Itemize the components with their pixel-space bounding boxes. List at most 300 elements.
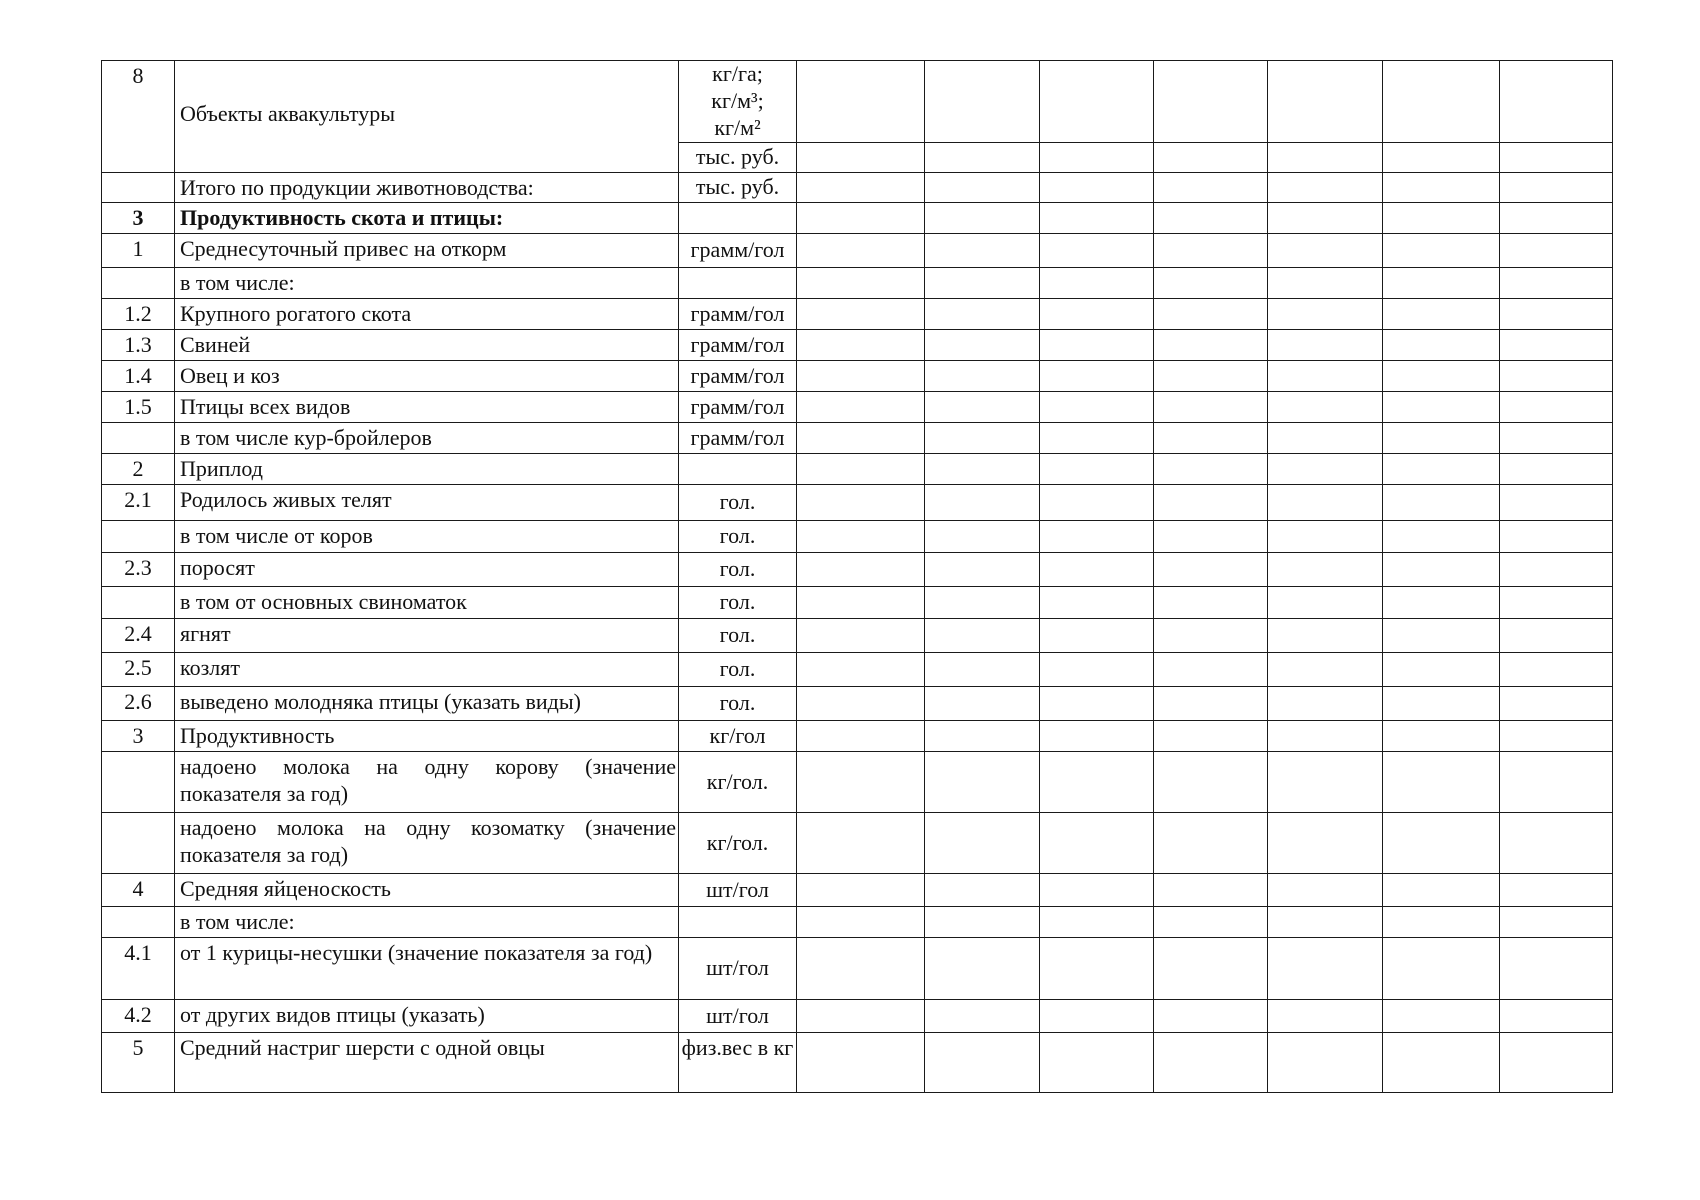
table-row <box>102 299 1613 330</box>
value-cell[interactable] <box>1154 752 1268 813</box>
value-cell[interactable] <box>1383 361 1500 392</box>
row-unit-text: шт/гол <box>706 1002 769 1028</box>
value-cell[interactable] <box>797 907 925 938</box>
value-cell[interactable] <box>1040 454 1154 485</box>
row-number-text: 1.3 <box>124 332 152 357</box>
value-cell[interactable] <box>1383 203 1500 234</box>
value-cell[interactable] <box>1500 143 1613 173</box>
value-cell[interactable] <box>1383 234 1500 268</box>
value-cell[interactable] <box>1383 752 1500 813</box>
value-cell[interactable] <box>1500 521 1613 553</box>
value-cell[interactable] <box>925 907 1040 938</box>
row-unit <box>679 874 797 907</box>
value-cell[interactable] <box>1500 653 1613 687</box>
row-name-text: поросят <box>180 555 255 580</box>
value-cell[interactable] <box>1500 392 1613 423</box>
value-cell[interactable] <box>925 587 1040 619</box>
value-cell[interactable] <box>925 423 1040 454</box>
value-cell[interactable] <box>925 361 1040 392</box>
table-row <box>102 61 1613 143</box>
row-unit <box>679 521 797 553</box>
value-cell[interactable] <box>1383 1000 1500 1033</box>
value-cell[interactable] <box>1268 813 1383 874</box>
row-unit-text: кг/гол. <box>706 768 769 794</box>
row-unit-text: гол. <box>719 556 756 582</box>
value-cell[interactable] <box>1268 521 1383 553</box>
value-cell[interactable] <box>797 485 925 521</box>
row-name-text: козлят <box>180 655 240 680</box>
value-cell[interactable] <box>1500 1000 1613 1033</box>
value-cell[interactable] <box>1040 361 1154 392</box>
value-cell[interactable] <box>1268 721 1383 752</box>
value-cell[interactable] <box>1040 752 1154 813</box>
value-cell[interactable] <box>797 813 925 874</box>
value-cell[interactable] <box>1040 330 1154 361</box>
value-cell[interactable] <box>1500 1033 1613 1093</box>
value-cell[interactable] <box>797 330 925 361</box>
row-unit <box>679 330 797 361</box>
row-name-text: Средняя яйценоскость <box>180 876 391 901</box>
row-number <box>102 330 175 361</box>
value-cell[interactable] <box>1500 587 1613 619</box>
row-unit-text: гол. <box>719 622 756 648</box>
value-cell[interactable] <box>1383 938 1500 1000</box>
value-cell[interactable] <box>1154 61 1268 143</box>
value-cell[interactable] <box>1383 619 1500 653</box>
table-row <box>102 752 1613 813</box>
value-cell[interactable] <box>925 521 1040 553</box>
row-number-text: 2.3 <box>124 555 152 580</box>
row-number-text: 1.5 <box>124 394 152 419</box>
row-name-text: ягнят <box>180 621 231 646</box>
value-cell[interactable] <box>1154 361 1268 392</box>
table-row <box>102 330 1613 361</box>
row-number <box>102 203 175 234</box>
row-number <box>102 1033 175 1093</box>
table-row <box>102 653 1613 687</box>
value-cell[interactable] <box>1500 813 1613 874</box>
value-cell[interactable] <box>797 392 925 423</box>
value-cell[interactable] <box>1383 143 1500 173</box>
row-unit-text: грамм/гол <box>690 300 785 326</box>
value-cell[interactable] <box>925 813 1040 874</box>
row-unit <box>679 423 797 454</box>
value-cell[interactable] <box>925 330 1040 361</box>
value-cell[interactable] <box>1500 938 1613 1000</box>
value-cell[interactable] <box>1268 874 1383 907</box>
value-cell[interactable] <box>1154 454 1268 485</box>
value-cell[interactable] <box>1383 1033 1500 1093</box>
row-number <box>102 619 175 653</box>
value-cell[interactable] <box>797 938 925 1000</box>
value-cell[interactable] <box>1383 454 1500 485</box>
row-unit <box>679 454 797 485</box>
row-unit-text: грамм/гол <box>690 331 785 357</box>
value-cell[interactable] <box>1040 587 1154 619</box>
row-number <box>102 361 175 392</box>
row-number <box>102 392 175 423</box>
row-unit-text: гол. <box>719 656 756 682</box>
value-cell[interactable] <box>1500 907 1613 938</box>
value-cell[interactable] <box>1154 143 1268 173</box>
table-row <box>102 173 1613 203</box>
value-cell[interactable] <box>1154 874 1268 907</box>
row-unit-text: грамм/гол <box>690 237 785 263</box>
value-cell[interactable] <box>1383 521 1500 553</box>
value-cell[interactable] <box>925 203 1040 234</box>
row-number <box>102 268 175 299</box>
row-unit <box>679 721 797 752</box>
value-cell[interactable] <box>925 454 1040 485</box>
value-cell[interactable] <box>1040 553 1154 587</box>
value-cell[interactable] <box>925 687 1040 721</box>
value-cell[interactable] <box>797 423 925 454</box>
row-number <box>102 907 175 938</box>
value-cell[interactable] <box>1268 361 1383 392</box>
row-name-text: надоено молока на одну корову (значение показателя за год) <box>180 754 676 806</box>
value-cell[interactable] <box>797 454 925 485</box>
row-name-text: в том числе: <box>180 270 295 295</box>
row-number-text: 2.5 <box>124 655 152 680</box>
unit-line: кг/м² <box>714 114 761 140</box>
row-name <box>175 234 679 268</box>
value-cell[interactable] <box>1268 1033 1383 1093</box>
value-cell[interactable] <box>1268 268 1383 299</box>
row-name <box>175 553 679 587</box>
value-cell[interactable] <box>797 203 925 234</box>
value-cell[interactable] <box>1154 619 1268 653</box>
value-cell[interactable] <box>797 1033 925 1093</box>
value-cell[interactable] <box>925 874 1040 907</box>
row-name-text: Крупного рогатого скота <box>180 301 412 326</box>
value-cell[interactable] <box>1383 653 1500 687</box>
table-row <box>102 687 1613 721</box>
row-number <box>102 874 175 907</box>
row-unit <box>679 173 797 203</box>
row-name <box>175 813 679 874</box>
row-name <box>175 653 679 687</box>
value-cell[interactable] <box>1383 587 1500 619</box>
value-cell[interactable] <box>1383 330 1500 361</box>
row-name <box>175 521 679 553</box>
row-unit-text: тыс. руб. <box>695 174 780 200</box>
value-cell[interactable] <box>1040 1000 1154 1033</box>
value-cell[interactable] <box>1500 874 1613 907</box>
value-cell[interactable] <box>1383 721 1500 752</box>
value-cell[interactable] <box>1500 361 1613 392</box>
row-name <box>175 485 679 521</box>
value-cell[interactable] <box>925 1000 1040 1033</box>
value-cell[interactable] <box>925 61 1040 143</box>
value-cell[interactable] <box>797 361 925 392</box>
value-cell[interactable] <box>1154 587 1268 619</box>
row-name <box>175 173 679 203</box>
value-cell[interactable] <box>797 143 925 173</box>
row-name <box>175 330 679 361</box>
value-cell[interactable] <box>1383 485 1500 521</box>
value-cell[interactable] <box>925 553 1040 587</box>
value-cell[interactable] <box>797 299 925 330</box>
value-cell[interactable] <box>1500 619 1613 653</box>
row-name <box>175 587 679 619</box>
value-cell[interactable] <box>1268 619 1383 653</box>
table-row <box>102 234 1613 268</box>
value-cell[interactable] <box>797 268 925 299</box>
row-number <box>102 423 175 454</box>
value-cell[interactable] <box>1040 423 1154 454</box>
row-number-text: 1.4 <box>124 363 152 388</box>
value-cell[interactable] <box>925 268 1040 299</box>
value-cell[interactable] <box>925 392 1040 423</box>
value-cell[interactable] <box>1154 268 1268 299</box>
value-cell[interactable] <box>925 938 1040 1000</box>
row-unit-text: физ.вес в кг <box>681 1035 794 1060</box>
table-row <box>102 361 1613 392</box>
row-unit-text: кг/гол <box>709 722 766 748</box>
value-cell[interactable] <box>1268 553 1383 587</box>
row-number-text: 4.2 <box>124 1002 152 1027</box>
value-cell[interactable] <box>1040 907 1154 938</box>
value-cell[interactable] <box>1040 234 1154 268</box>
value-cell[interactable] <box>1040 299 1154 330</box>
row-unit-text: гол. <box>719 523 756 549</box>
value-cell[interactable] <box>925 619 1040 653</box>
value-cell[interactable] <box>1040 521 1154 553</box>
table-row <box>102 521 1613 553</box>
row-number-text: 1.2 <box>124 301 152 326</box>
value-cell[interactable] <box>1040 721 1154 752</box>
value-cell[interactable] <box>1040 485 1154 521</box>
row-unit <box>679 268 797 299</box>
value-cell[interactable] <box>925 721 1040 752</box>
row-number <box>102 61 175 173</box>
row-name-text: Свиней <box>180 332 251 357</box>
value-cell[interactable] <box>1040 938 1154 1000</box>
value-cell[interactable] <box>1040 874 1154 907</box>
value-cell[interactable] <box>797 553 925 587</box>
row-name <box>175 361 679 392</box>
value-cell[interactable] <box>1040 203 1154 234</box>
value-cell[interactable] <box>1040 1033 1154 1093</box>
value-cell[interactable] <box>1154 234 1268 268</box>
value-cell[interactable] <box>1500 234 1613 268</box>
value-cell[interactable] <box>797 234 925 268</box>
value-cell[interactable] <box>797 61 925 143</box>
value-cell[interactable] <box>797 653 925 687</box>
value-cell[interactable] <box>1500 61 1613 143</box>
row-number <box>102 1000 175 1033</box>
row-name-text: Продуктивность <box>180 723 335 748</box>
value-cell[interactable] <box>1154 203 1268 234</box>
row-name <box>175 268 679 299</box>
value-cell[interactable] <box>1268 173 1383 203</box>
row-name <box>175 752 679 813</box>
row-name <box>175 392 679 423</box>
value-cell[interactable] <box>1040 687 1154 721</box>
row-name-text: Продуктивность скота и птицы: <box>180 205 504 230</box>
row-number <box>102 721 175 752</box>
value-cell[interactable] <box>1040 173 1154 203</box>
value-cell[interactable] <box>797 874 925 907</box>
value-cell[interactable] <box>1268 653 1383 687</box>
value-cell[interactable] <box>925 485 1040 521</box>
value-cell[interactable] <box>797 721 925 752</box>
row-number-text: 5 <box>132 1035 144 1060</box>
row-unit <box>679 553 797 587</box>
row-number-text: 2.4 <box>124 621 152 646</box>
value-cell[interactable] <box>1500 203 1613 234</box>
row-unit <box>679 203 797 234</box>
value-cell[interactable] <box>1500 485 1613 521</box>
value-cell[interactable] <box>1154 907 1268 938</box>
row-number-text: 2.6 <box>124 689 152 714</box>
value-cell[interactable] <box>1154 392 1268 423</box>
value-cell[interactable] <box>1268 143 1383 173</box>
row-number-text: 4.1 <box>124 940 152 965</box>
value-cell[interactable] <box>925 173 1040 203</box>
value-cell[interactable] <box>1500 687 1613 721</box>
value-cell[interactable] <box>1268 423 1383 454</box>
row-name <box>175 454 679 485</box>
row-number <box>102 938 175 1000</box>
row-name <box>175 721 679 752</box>
value-cell[interactable] <box>1268 234 1383 268</box>
value-cell[interactable] <box>1154 423 1268 454</box>
table-row <box>102 454 1613 485</box>
value-cell[interactable] <box>1500 423 1613 454</box>
row-unit <box>679 1000 797 1033</box>
value-cell[interactable] <box>1383 61 1500 143</box>
value-cell[interactable] <box>1383 687 1500 721</box>
value-cell[interactable] <box>1040 392 1154 423</box>
value-cell[interactable] <box>1154 299 1268 330</box>
value-cell[interactable] <box>797 1000 925 1033</box>
value-cell[interactable] <box>1154 1033 1268 1093</box>
row-name <box>175 423 679 454</box>
value-cell[interactable] <box>1154 1000 1268 1033</box>
value-cell[interactable] <box>797 687 925 721</box>
row-name-text: Приплод <box>180 456 263 481</box>
row-unit <box>679 813 797 874</box>
value-cell[interactable] <box>1154 521 1268 553</box>
value-cell[interactable] <box>1040 268 1154 299</box>
value-cell[interactable] <box>1383 173 1500 203</box>
value-cell[interactable] <box>1268 485 1383 521</box>
value-cell[interactable] <box>1268 454 1383 485</box>
row-unit-text: гол. <box>719 489 756 515</box>
value-cell[interactable] <box>1500 752 1613 813</box>
row-name-text: Объекты аквакультуры <box>180 101 395 126</box>
value-cell[interactable] <box>797 752 925 813</box>
value-cell[interactable] <box>1154 721 1268 752</box>
row-unit-text: кг/гол. <box>706 829 769 855</box>
value-cell[interactable] <box>1500 454 1613 485</box>
value-cell[interactable] <box>925 234 1040 268</box>
value-cell[interactable] <box>1268 938 1383 1000</box>
value-cell[interactable] <box>1500 299 1613 330</box>
value-cell[interactable] <box>1154 330 1268 361</box>
table-row <box>102 1033 1613 1093</box>
value-cell[interactable] <box>1500 330 1613 361</box>
value-cell[interactable] <box>1040 619 1154 653</box>
value-cell[interactable] <box>1383 874 1500 907</box>
row-unit <box>679 587 797 619</box>
value-cell[interactable] <box>1383 268 1500 299</box>
value-cell[interactable] <box>925 653 1040 687</box>
table-row <box>102 721 1613 752</box>
row-unit <box>679 653 797 687</box>
value-cell[interactable] <box>797 587 925 619</box>
value-cell[interactable] <box>1154 687 1268 721</box>
value-cell[interactable] <box>1040 813 1154 874</box>
value-cell[interactable] <box>1500 268 1613 299</box>
value-cell[interactable] <box>1500 721 1613 752</box>
table-row <box>102 874 1613 907</box>
value-cell[interactable] <box>797 173 925 203</box>
value-cell[interactable] <box>1040 653 1154 687</box>
row-name <box>175 938 679 1000</box>
row-unit <box>679 1033 797 1093</box>
value-cell[interactable] <box>1154 485 1268 521</box>
value-cell[interactable] <box>925 752 1040 813</box>
value-cell[interactable] <box>797 521 925 553</box>
value-cell[interactable] <box>1268 687 1383 721</box>
value-cell[interactable] <box>1154 173 1268 203</box>
value-cell[interactable] <box>1154 938 1268 1000</box>
value-cell[interactable] <box>797 619 925 653</box>
value-cell[interactable] <box>1383 299 1500 330</box>
value-cell[interactable] <box>1268 907 1383 938</box>
value-cell[interactable] <box>1268 392 1383 423</box>
value-cell[interactable] <box>1383 423 1500 454</box>
table-row <box>102 1000 1613 1033</box>
value-cell[interactable] <box>1040 143 1154 173</box>
value-cell[interactable] <box>1268 587 1383 619</box>
value-cell[interactable] <box>1500 553 1613 587</box>
row-name-text: Среднесуточный привес на откорм <box>180 236 507 261</box>
value-cell[interactable] <box>1154 813 1268 874</box>
row-name-text: Родилось живых телят <box>180 487 392 512</box>
value-cell[interactable] <box>1383 392 1500 423</box>
row-name-text: в том от основных свиноматок <box>180 589 467 614</box>
row-number <box>102 234 175 268</box>
row-name <box>175 619 679 653</box>
value-cell[interactable] <box>1268 1000 1383 1033</box>
row-number <box>102 813 175 874</box>
value-cell[interactable] <box>1154 653 1268 687</box>
value-cell[interactable] <box>1154 553 1268 587</box>
value-cell[interactable] <box>1268 752 1383 813</box>
value-cell[interactable] <box>1383 907 1500 938</box>
row-name-text: от других видов птицы (указать) <box>180 1002 485 1027</box>
value-cell[interactable] <box>1268 203 1383 234</box>
row-unit-text: грамм/гол <box>690 424 785 450</box>
value-cell[interactable] <box>1500 173 1613 203</box>
unit-line: кг/м³; <box>711 88 764 114</box>
value-cell[interactable] <box>925 1033 1040 1093</box>
table-row <box>102 203 1613 234</box>
value-cell[interactable] <box>1268 299 1383 330</box>
value-cell[interactable] <box>1268 330 1383 361</box>
value-cell[interactable] <box>1040 61 1154 143</box>
value-cell[interactable] <box>1268 61 1383 143</box>
value-cell[interactable] <box>1383 553 1500 587</box>
value-cell[interactable] <box>1383 813 1500 874</box>
row-number <box>102 299 175 330</box>
row-name-text: Средний настриг шерсти с одной овцы <box>180 1035 545 1060</box>
value-cell[interactable] <box>925 299 1040 330</box>
value-cell[interactable] <box>925 143 1040 173</box>
